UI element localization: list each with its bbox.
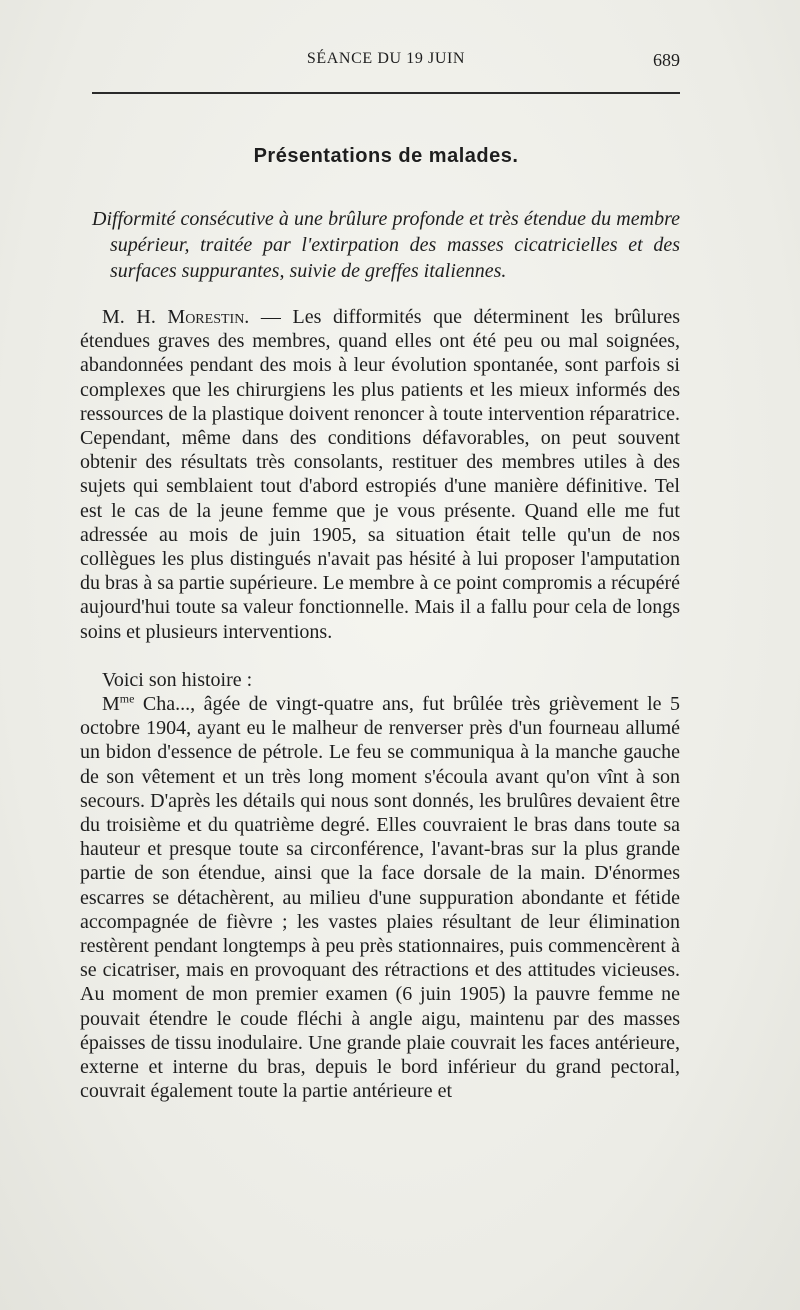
- article-title: Difformité consécutive à une brûlure profonde et très étendue du membre supérieur, traitée par l'extirpation des masses cicatricielles et des surfaces suppurantes, suivie de greffes italiennes.: [92, 208, 680, 282]
- paragraph-intro: [80, 305, 680, 644]
- section-heading: Présentations de malades.: [253, 145, 519, 167]
- paragraph-1-text: — Les difformités que déterminent les brûlures étendues graves des membres, quand elles ont été peu ou mal soignées, abandonnées pendant des mois à leur évolution spontanée, sont parfois si complexes que les chirurgiens les plus patients et les mieux informés des ressources de la plastique doivent renoncer à toute intervention réparatrice. Cependant, même dans des conditions défavorables, on peut souvent obtenir des résultats très consolants, restituer des membres utiles à des sujets qui semblaient tout d'abord estropiés d'une manière définitive. Tel est le cas de la jeune femme que je vous présente. Quand elle me fut adressée au mois de juin 1905, sa situation était telle qu'un de nos collègues les plus distingués n'avait pas hésité à lui proposer l'amputation du bras à sa partie supérieure. Le membre à ce point compromis a récupéré aujourd'hui toute sa valeur fonctionnelle. Mais il a fallu pour cela de longs soins et plusieurs interventions.: [80, 306, 680, 643]
- author-name: M. H. Morestin.: [102, 306, 250, 328]
- page-number: 689: [653, 50, 680, 70]
- paragraph-case: [80, 692, 680, 1103]
- paragraph-3-text: Cha..., âgée de vingt-quatre ans, fut brûlée très grièvement le 5 octobre 1904, ayant eu le malheur de renverser près d'un fourneau allumé un bidon d'essence de pétrole. Le feu se communiqua à la manche gauche de son vêtement et un très long moment s'écoula avant qu'on vînt à son secours. D'après les détails qui nous sont donnés, les brulûres devaient être du troisième et du quatrième degré. Elles couvraient le bras dans toute sa hauteur et presque toute sa circonférence, l'avant-bras sur la plus grande partie de son étendue, ainsi que la face dorsale de la main. D'énormes escarres se détachèrent, au milieu d'une suppuration abondante et fétide accompagnée de fièvre ; les vastes plaies résultant de leur élimination restèrent pendant longtemps à peu près stationnaires, puis commencèrent à se cicatriser, mais en provoquant des rétractions et des attitudes vicieuses. Au moment de mon premier examen (6 juin 1905) la pauvre femme ne pouvait étendre le coude fléchi à angle aigu, maintenu par des masses épaisses de tissu inodulaire. Une grande plaie couvrait les faces antérieure, externe et interne du bras, depuis le bord inférieur du grand pectoral, couvrait également toute la partie antérieure et: [80, 693, 680, 1103]
- running-title: SÉANCE DU 19 JUIN: [306, 50, 466, 67]
- article-body: [80, 305, 680, 1104]
- patient-title: M: [102, 693, 120, 716]
- paragraph-history-label: Voici son histoire :: [102, 668, 253, 691]
- header-rule: [92, 92, 680, 94]
- patient-title-superscript: me: [119, 691, 135, 706]
- running-header: [92, 50, 680, 74]
